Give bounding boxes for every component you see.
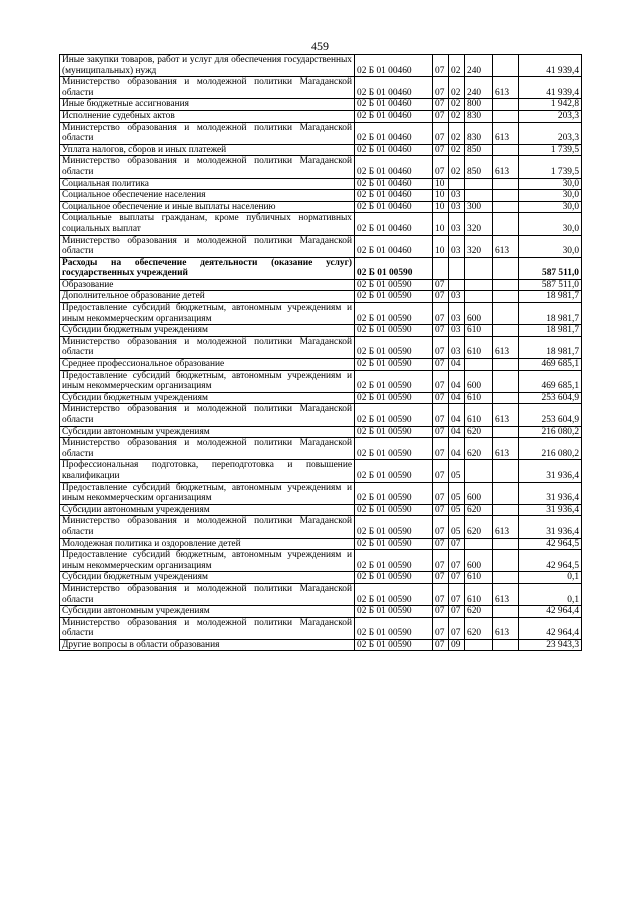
table-row [60,122,582,144]
row-admin-code-cell [493,392,519,404]
row-subsection-cell: 04 [449,438,465,460]
row-expense-type-cell: 600 [465,370,493,392]
row-csr-cell: 02 Б 01 00590 [355,279,433,291]
row-amount-cell: 469 685,1 [519,359,582,371]
row-subsection-cell: 02 [449,55,465,77]
row-section-cell: 10 [433,190,449,202]
row-admin-code-cell [493,144,519,156]
row-admin-code-cell [493,482,519,504]
row-section-cell: 07 [433,538,449,550]
row-subsection-cell: 03 [449,213,465,235]
row-amount-cell: 18 981,7 [519,325,582,337]
row-section-cell: 07 [433,550,449,572]
row-amount-cell: 18 981,7 [519,291,582,303]
row-amount-cell: 253 604,9 [519,392,582,404]
row-name-cell: Среднее профессиональное образование [60,359,355,371]
row-expense-type-cell: 830 [465,110,493,122]
row-admin-code-cell: 613 [493,122,519,144]
row-name-cell: Субсидии автономным учреждениям [60,504,355,516]
row-subsection-cell [449,178,465,190]
row-amount-cell: 587 511,0 [519,257,582,279]
row-subsection-cell: 07 [449,606,465,618]
table-row [60,392,582,404]
row-csr-cell: 02 Б 01 00590 [355,392,433,404]
row-expense-type-cell: 620 [465,426,493,438]
row-admin-code-cell [493,110,519,122]
row-csr-cell: 02 Б 01 00460 [355,213,433,235]
row-section-cell: 10 [433,178,449,190]
row-admin-code-cell [493,639,519,651]
row-section-cell: 07 [433,583,449,605]
row-subsection-cell: 03 [449,235,465,257]
row-name-cell: Предоставление субсидий бюджетным, автономным учреждениям и иным некоммерческим организациям [60,550,355,572]
row-subsection-cell: 04 [449,426,465,438]
row-expense-type-cell [465,460,493,482]
table-row [60,617,582,639]
row-subsection-cell: 02 [449,99,465,111]
row-amount-cell: 216 080,2 [519,426,582,438]
row-admin-code-cell: 613 [493,156,519,178]
row-admin-code-cell [493,190,519,202]
row-expense-type-cell [465,538,493,550]
row-amount-cell: 253 604,9 [519,404,582,426]
row-section-cell: 07 [433,639,449,651]
row-expense-type-cell: 850 [465,144,493,156]
row-csr-cell: 02 Б 01 00590 [355,572,433,584]
row-admin-code-cell [493,279,519,291]
table-row [60,55,582,77]
row-expense-type-cell: 240 [465,55,493,77]
row-name-cell: Субсидии автономным учреждениям [60,426,355,438]
row-subsection-cell: 05 [449,460,465,482]
row-name-cell: Профессиональная подготовка, переподготовка и повышение квалификации [60,460,355,482]
row-csr-cell: 02 Б 01 00590 [355,538,433,550]
row-amount-cell: 42 964,4 [519,606,582,618]
row-amount-cell: 41 939,4 [519,55,582,77]
row-admin-code-cell [493,257,519,279]
row-amount-cell: 18 981,7 [519,336,582,358]
row-csr-cell: 02 Б 01 00590 [355,606,433,618]
table-row [60,370,582,392]
row-expense-type-cell: 600 [465,550,493,572]
row-csr-cell: 02 Б 01 00590 [355,516,433,538]
table-row [60,550,582,572]
row-csr-cell: 02 Б 01 00460 [355,122,433,144]
table-row [60,325,582,337]
row-name-cell: Дополнительное образование детей [60,291,355,303]
row-subsection-cell: 07 [449,538,465,550]
row-section-cell: 07 [433,504,449,516]
row-expense-type-cell: 620 [465,438,493,460]
row-subsection-cell: 09 [449,639,465,651]
row-admin-code-cell: 613 [493,235,519,257]
row-admin-code-cell [493,99,519,111]
row-expense-type-cell: 240 [465,77,493,99]
row-subsection-cell: 02 [449,144,465,156]
row-subsection-cell [449,279,465,291]
row-amount-cell: 31 936,4 [519,516,582,538]
row-csr-cell: 02 Б 01 00590 [355,359,433,371]
row-admin-code-cell: 613 [493,336,519,358]
row-amount-cell: 30,0 [519,190,582,202]
row-name-cell: Социальная политика [60,178,355,190]
row-name-cell: Министерство образования и молодежной политики Магаданской области [60,235,355,257]
row-expense-type-cell: 600 [465,482,493,504]
row-csr-cell: 02 Б 01 00460 [355,178,433,190]
table-row [60,178,582,190]
table-row [60,201,582,213]
row-section-cell: 07 [433,55,449,77]
row-amount-cell: 30,0 [519,178,582,190]
budget-table [59,54,582,651]
row-section-cell: 07 [433,122,449,144]
row-section-cell: 07 [433,426,449,438]
row-subsection-cell [449,257,465,279]
row-admin-code-cell [493,550,519,572]
row-subsection-cell: 03 [449,336,465,358]
row-name-cell: Субсидии бюджетным учреждениям [60,572,355,584]
row-admin-code-cell: 613 [493,77,519,99]
row-admin-code-cell [493,572,519,584]
row-admin-code-cell [493,606,519,618]
row-name-cell: Иные закупки товаров, работ и услуг для обеспечения государственных (муниципальных) нужд [60,55,355,77]
row-section-cell: 07 [433,392,449,404]
row-admin-code-cell: 613 [493,438,519,460]
row-section-cell: 07 [433,279,449,291]
row-amount-cell: 203,3 [519,110,582,122]
table-row [60,583,582,605]
table-row [60,110,582,122]
row-name-cell: Социальное обеспечение и иные выплаты населению [60,201,355,213]
row-name-cell: Предоставление субсидий бюджетным, автономным учреждениям и иным некоммерческим организациям [60,303,355,325]
row-expense-type-cell: 830 [465,122,493,144]
table-row [60,190,582,202]
row-admin-code-cell [493,370,519,392]
row-admin-code-cell: 613 [493,516,519,538]
row-subsection-cell: 02 [449,156,465,178]
row-expense-type-cell: 610 [465,583,493,605]
row-name-cell: Предоставление субсидий бюджетным, автономным учреждениям и иным некоммерческим организациям [60,370,355,392]
row-subsection-cell: 04 [449,392,465,404]
row-subsection-cell: 04 [449,359,465,371]
row-amount-cell: 0,1 [519,583,582,605]
row-csr-cell: 02 Б 01 00460 [355,77,433,99]
row-subsection-cell: 03 [449,303,465,325]
table-row [60,279,582,291]
row-name-cell: Социальное обеспечение населения [60,190,355,202]
row-expense-type-cell: 320 [465,213,493,235]
row-expense-type-cell: 610 [465,392,493,404]
row-amount-cell: 23 943,3 [519,639,582,651]
row-csr-cell: 02 Б 01 00460 [355,110,433,122]
row-name-cell: Министерство образования и молодежной политики Магаданской области [60,156,355,178]
row-csr-cell: 02 Б 01 00590 [355,639,433,651]
row-section-cell: 07 [433,359,449,371]
row-subsection-cell: 07 [449,617,465,639]
row-section-cell: 07 [433,325,449,337]
table-row [60,516,582,538]
table-row [60,438,582,460]
table-row [60,77,582,99]
row-admin-code-cell: 613 [493,404,519,426]
row-admin-code-cell [493,201,519,213]
row-expense-type-cell: 620 [465,516,493,538]
table-row [60,639,582,651]
row-name-cell: Другие вопросы в области образования [60,639,355,651]
row-section-cell: 07 [433,482,449,504]
row-subsection-cell: 02 [449,77,465,99]
row-name-cell: Уплата налогов, сборов и иных платежей [60,144,355,156]
row-csr-cell: 02 Б 01 00590 [355,336,433,358]
table-row [60,336,582,358]
row-section-cell: 10 [433,213,449,235]
row-admin-code-cell [493,291,519,303]
row-csr-cell: 02 Б 01 00590 [355,504,433,516]
row-section-cell: 07 [433,404,449,426]
row-amount-cell: 42 964,5 [519,538,582,550]
row-section-cell: 07 [433,303,449,325]
row-section-cell: 07 [433,460,449,482]
row-csr-cell: 02 Б 01 00590 [355,303,433,325]
row-amount-cell: 469 685,1 [519,370,582,392]
row-expense-type-cell [465,190,493,202]
table-row [60,504,582,516]
row-csr-cell: 02 Б 01 00590 [355,325,433,337]
row-expense-type-cell: 600 [465,303,493,325]
row-section-cell: 07 [433,336,449,358]
row-name-cell: Социальные выплаты гражданам, кроме публичных нормативных социальных выплат [60,213,355,235]
row-name-cell: Министерство образования и молодежной политики Магаданской области [60,583,355,605]
table-row [60,235,582,257]
page-number: 459 [311,39,329,53]
row-amount-cell: 42 964,4 [519,617,582,639]
row-expense-type-cell [465,178,493,190]
row-expense-type-cell [465,639,493,651]
row-expense-type-cell: 850 [465,156,493,178]
row-amount-cell: 30,0 [519,201,582,213]
row-amount-cell: 203,3 [519,122,582,144]
row-amount-cell: 31 936,4 [519,504,582,516]
row-section-cell: 07 [433,606,449,618]
row-section-cell: 10 [433,235,449,257]
row-csr-cell: 02 Б 01 00590 [355,460,433,482]
row-expense-type-cell: 620 [465,617,493,639]
row-amount-cell: 41 939,4 [519,77,582,99]
row-section-cell: 07 [433,572,449,584]
row-admin-code-cell [493,359,519,371]
table-row [60,359,582,371]
row-name-cell: Образование [60,279,355,291]
row-expense-type-cell: 800 [465,99,493,111]
row-amount-cell: 1 739,5 [519,156,582,178]
row-section-cell: 07 [433,370,449,392]
row-amount-cell: 42 964,5 [519,550,582,572]
row-section-cell: 07 [433,156,449,178]
row-admin-code-cell: 613 [493,583,519,605]
row-admin-code-cell [493,55,519,77]
row-amount-cell: 30,0 [519,213,582,235]
row-expense-type-cell [465,257,493,279]
row-name-cell: Министерство образования и молодежной политики Магаданской области [60,404,355,426]
row-csr-cell: 02 Б 01 00590 [355,404,433,426]
row-amount-cell: 0,1 [519,572,582,584]
row-section-cell: 07 [433,438,449,460]
row-amount-cell: 18 981,7 [519,303,582,325]
row-admin-code-cell [493,538,519,550]
row-expense-type-cell: 610 [465,404,493,426]
row-name-cell: Молодежная политика и оздоровление детей [60,538,355,550]
table-row [60,606,582,618]
row-admin-code-cell [493,213,519,235]
row-expense-type-cell: 610 [465,336,493,358]
table-row [60,404,582,426]
row-csr-cell: 02 Б 01 00590 [355,617,433,639]
row-name-cell: Субсидии бюджетным учреждениям [60,325,355,337]
budget-table-body [60,55,582,651]
row-subsection-cell: 03 [449,190,465,202]
row-name-cell: Исполнение судебных актов [60,110,355,122]
row-name-cell: Министерство образования и молодежной политики Магаданской области [60,336,355,358]
row-admin-code-cell: 613 [493,617,519,639]
row-amount-cell: 1 942,8 [519,99,582,111]
row-section-cell: 07 [433,617,449,639]
row-expense-type-cell [465,279,493,291]
row-expense-type-cell: 610 [465,572,493,584]
row-name-cell: Министерство образования и молодежной политики Магаданской области [60,77,355,99]
row-subsection-cell: 03 [449,325,465,337]
row-name-cell: Расходы на обеспечение деятельности (оказание услуг) государственных учреждений [60,257,355,279]
row-name-cell: Субсидии автономным учреждениям [60,606,355,618]
row-subsection-cell: 04 [449,370,465,392]
row-name-cell: Министерство образования и молодежной политики Магаданской области [60,516,355,538]
row-subsection-cell: 07 [449,550,465,572]
row-name-cell: Министерство образования и молодежной политики Магаданской области [60,617,355,639]
table-row [60,257,582,279]
row-subsection-cell: 02 [449,122,465,144]
row-admin-code-cell [493,325,519,337]
row-section-cell: 07 [433,144,449,156]
row-csr-cell: 02 Б 01 00590 [355,583,433,605]
row-subsection-cell: 05 [449,516,465,538]
row-csr-cell: 02 Б 01 00460 [355,235,433,257]
row-csr-cell: 02 Б 01 00460 [355,201,433,213]
row-csr-cell: 02 Б 01 00590 [355,370,433,392]
row-csr-cell: 02 Б 01 00590 [355,291,433,303]
row-section-cell: 07 [433,99,449,111]
row-section-cell: 07 [433,291,449,303]
row-name-cell: Иные бюджетные ассигнования [60,99,355,111]
row-name-cell: Предоставление субсидий бюджетным, автономным учреждениям и иным некоммерческим организациям [60,482,355,504]
row-csr-cell: 02 Б 01 00460 [355,144,433,156]
table-row [60,99,582,111]
row-expense-type-cell [465,359,493,371]
row-csr-cell: 02 Б 01 00590 [355,550,433,572]
row-csr-cell: 02 Б 01 00590 [355,257,433,279]
row-expense-type-cell [465,291,493,303]
row-csr-cell: 02 Б 01 00460 [355,99,433,111]
row-subsection-cell: 05 [449,504,465,516]
table-row [60,482,582,504]
row-admin-code-cell [493,303,519,325]
row-expense-type-cell: 320 [465,235,493,257]
row-subsection-cell: 03 [449,291,465,303]
row-csr-cell: 02 Б 01 00460 [355,55,433,77]
row-subsection-cell: 05 [449,482,465,504]
row-section-cell: 07 [433,77,449,99]
table-row [60,538,582,550]
table-row [60,572,582,584]
table-row [60,426,582,438]
row-amount-cell: 31 936,4 [519,482,582,504]
row-expense-type-cell: 620 [465,606,493,618]
table-row [60,156,582,178]
row-section-cell: 10 [433,201,449,213]
table-row [60,144,582,156]
row-admin-code-cell [493,504,519,516]
row-subsection-cell: 07 [449,583,465,605]
row-expense-type-cell: 620 [465,504,493,516]
row-subsection-cell: 02 [449,110,465,122]
row-csr-cell: 02 Б 01 00590 [355,482,433,504]
row-admin-code-cell [493,460,519,482]
row-expense-type-cell: 300 [465,201,493,213]
row-name-cell: Министерство образования и молодежной политики Магаданской области [60,122,355,144]
row-subsection-cell: 07 [449,572,465,584]
row-section-cell [433,257,449,279]
table-row [60,303,582,325]
row-amount-cell: 30,0 [519,235,582,257]
table-row [60,291,582,303]
row-section-cell: 07 [433,110,449,122]
row-subsection-cell: 03 [449,201,465,213]
row-expense-type-cell: 610 [465,325,493,337]
row-amount-cell: 216 080,2 [519,438,582,460]
row-subsection-cell: 04 [449,404,465,426]
row-csr-cell: 02 Б 01 00460 [355,156,433,178]
row-amount-cell: 31 936,4 [519,460,582,482]
table-row [60,213,582,235]
row-amount-cell: 587 511,0 [519,279,582,291]
row-amount-cell: 1 739,5 [519,144,582,156]
row-csr-cell: 02 Б 01 00590 [355,438,433,460]
row-csr-cell: 02 Б 01 00460 [355,190,433,202]
row-admin-code-cell [493,178,519,190]
table-row [60,460,582,482]
row-name-cell: Субсидии бюджетным учреждениям [60,392,355,404]
row-name-cell: Министерство образования и молодежной политики Магаданской области [60,438,355,460]
row-section-cell: 07 [433,516,449,538]
row-csr-cell: 02 Б 01 00590 [355,426,433,438]
row-admin-code-cell [493,426,519,438]
